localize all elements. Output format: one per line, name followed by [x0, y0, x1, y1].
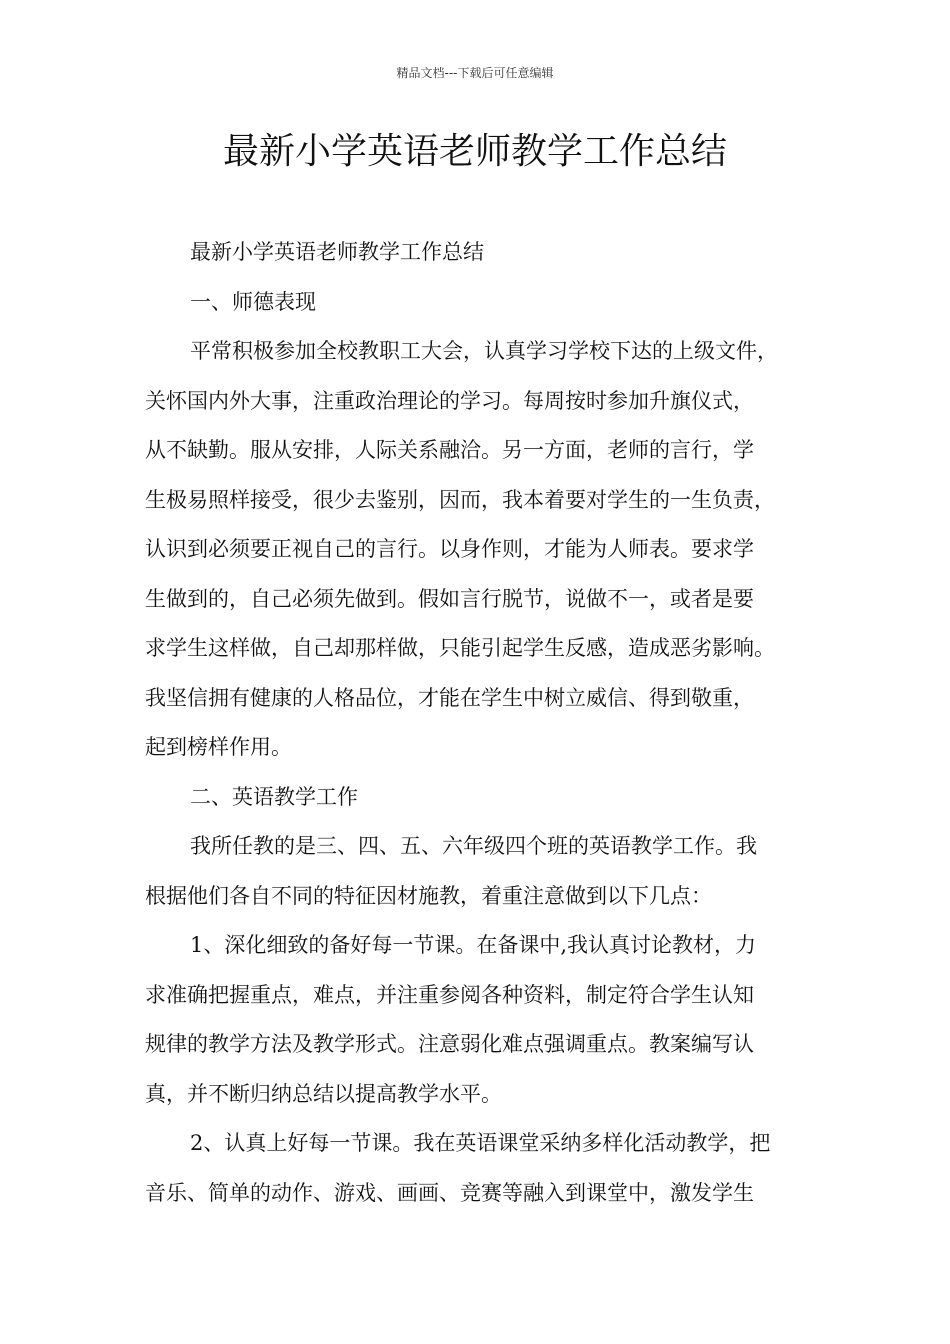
text-line: 求学生这样做，自己却那样做，只能引起学生反感，造成恶劣影响。 — [145, 636, 775, 660]
text-line: 生极易照样接受，很少去鉴别，因而，我本着要对学生的一生负责， — [145, 487, 775, 512]
text-line: 1、深化细致的备好每一节课。在备课中,我认真讨论教材，力 — [190, 933, 757, 957]
text-line: 生做到的，自己必须先做到。假如言行脱节，说做不一，或者是要 — [145, 586, 754, 611]
text-line: 一、师德表现 — [190, 289, 316, 314]
text-line: 起到榜样作用。 — [145, 735, 292, 759]
document-body — [145, 228, 845, 1218]
text-line: 音乐、简单的动作、游戏、画画、竞赛等融入到课堂中，激发学生 — [145, 1180, 754, 1205]
text-line: 最新小学英语老师教学工作总结 — [190, 240, 484, 264]
header-note: 精品文档---下载后可任意编辑 — [396, 66, 554, 80]
text-line: 真，并不断归纳总结以提高教学水平。 — [145, 1081, 502, 1106]
text-line: 我坚信拥有健康的人格品位，才能在学生中树立威信、得到敬重， — [145, 685, 754, 710]
text-line: 根据他们各自不同的特征因材施教，着重注意做到以下几点： — [145, 883, 712, 908]
text-line: 2、认真上好每一节课。我在英语课堂采纳多样化活动教学，把 — [190, 1131, 771, 1155]
text-line: 我所任教的是三、四、五、六年级四个班的英语教学工作。我 — [190, 834, 757, 858]
text-line: 从不缺勤。服从安排，人际关系融洽。另一方面，老师的言行，学 — [145, 438, 754, 462]
text-line: 求准确把握重点，难点，并注重参阅各种资料，制定符合学生认知 — [145, 982, 754, 1007]
text-line: 二、英语教学工作 — [190, 784, 358, 809]
document-title: 最新小学英语老师教学工作总结 — [222, 131, 727, 172]
text-line: 认识到必须要正视自己的言行。以身作则，才能为人师表。要求学 — [145, 537, 754, 561]
text-line: 平常积极参加全校教职工大会，认真学习学校下达的上级文件， — [190, 339, 778, 363]
text-line: 关怀国内外大事，注重政治理论的学习。每周按时参加升旗仪式， — [145, 388, 754, 413]
text-line: 规律的教学方法及教学形式。注意弱化难点强调重点。教案编写认 — [145, 1032, 754, 1056]
